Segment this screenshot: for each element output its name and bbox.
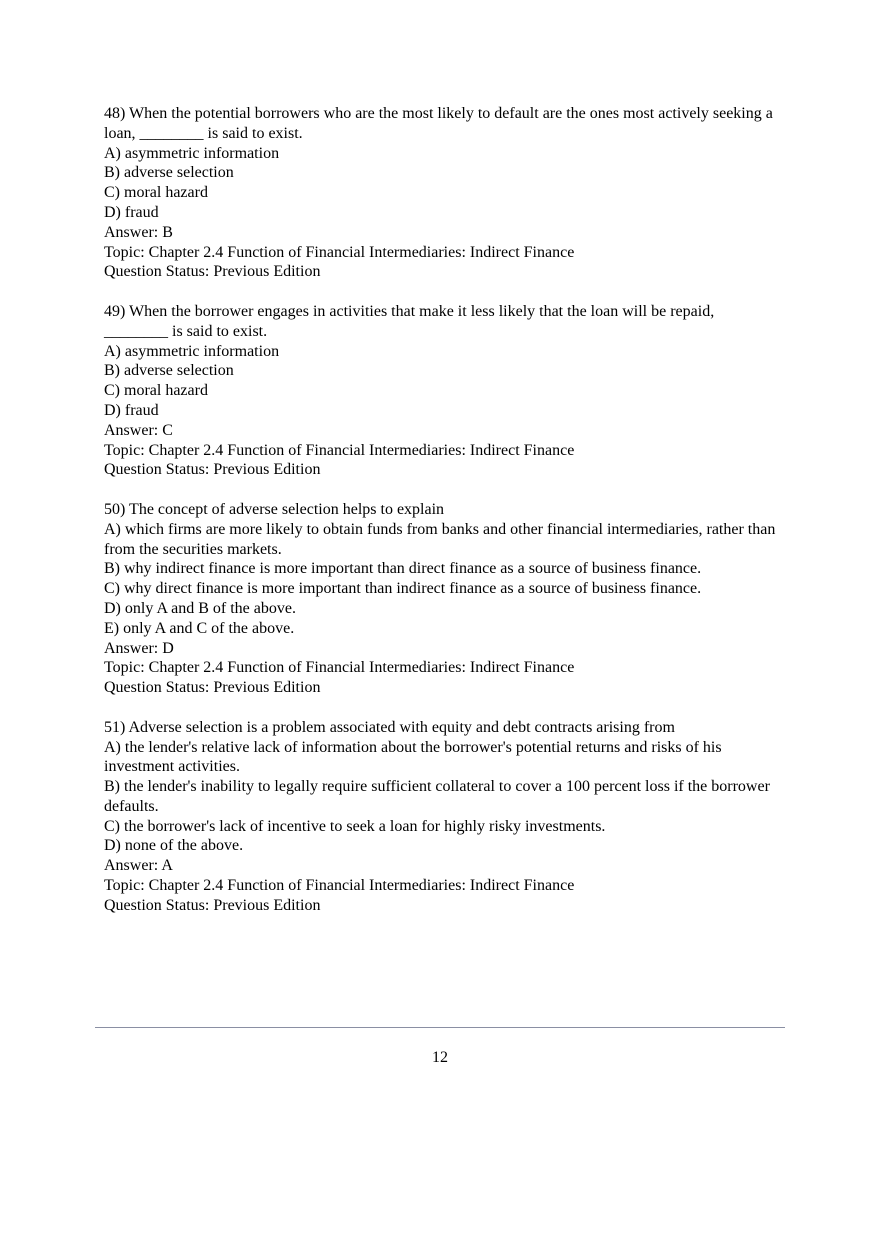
- option-c: C) moral hazard: [104, 382, 208, 400]
- status-line: Question Status: Previous Edition: [104, 461, 321, 479]
- option-c: C) moral hazard: [104, 184, 208, 202]
- page-content: [104, 104, 780, 935]
- option-c: C) the borrower's lack of incentive to seek a loan for highly risky investments.: [104, 817, 606, 835]
- option-a: A) asymmetric information: [104, 144, 280, 162]
- option-b: B) adverse selection: [104, 164, 234, 182]
- answer-line: Answer: C: [104, 421, 173, 439]
- question-stem: 50) The concept of adverse selection helps to explain: [104, 500, 445, 518]
- option-a: A) the lender's relative lack of information about the borrower's potential returns and risks of his investment activities.: [104, 738, 722, 776]
- question-48: [104, 104, 780, 282]
- option-e: E) only A and C of the above.: [104, 619, 295, 637]
- option-b: B) adverse selection: [104, 362, 234, 380]
- option-d: D) only A and B of the above.: [104, 599, 296, 617]
- topic-line: Topic: Chapter 2.4 Function of Financial Intermediaries: Indirect Finance: [104, 877, 575, 895]
- page-number: 12: [432, 1049, 448, 1066]
- topic-line: Topic: Chapter 2.4 Function of Financial Intermediaries: Indirect Finance: [104, 441, 575, 459]
- topic-line: Topic: Chapter 2.4 Function of Financial Intermediaries: Indirect Finance: [104, 659, 575, 677]
- question-51: [104, 718, 780, 916]
- option-b: B) why indirect finance is more important than direct finance as a source of business finance.: [104, 560, 702, 578]
- footer-divider: [95, 1027, 785, 1028]
- question-49: [104, 302, 780, 480]
- answer-line: Answer: D: [104, 639, 174, 657]
- option-d: D) none of the above.: [104, 837, 244, 855]
- option-b: B) the lender's inability to legally require sufficient collateral to cover a 100 percent loss if the borrower defaults.: [104, 778, 770, 815]
- question-stem: 51) Adverse selection is a problem associated with equity and debt contracts arising from: [104, 718, 675, 736]
- option-d: D) fraud: [104, 401, 159, 419]
- option-a: A) which firms are more likely to obtain funds from banks and other financial intermediaries, rather than from the securities markets.: [104, 520, 776, 558]
- option-a: A) asymmetric information: [104, 342, 280, 360]
- option-c: C) why direct finance is more important than indirect finance as a source of business finance.: [104, 580, 702, 598]
- status-line: Question Status: Previous Edition: [104, 896, 321, 914]
- option-d: D) fraud: [104, 203, 159, 221]
- answer-line: Answer: A: [104, 857, 173, 875]
- question-50: [104, 500, 780, 698]
- status-line: Question Status: Previous Edition: [104, 679, 321, 697]
- topic-line: Topic: Chapter 2.4 Function of Financial Intermediaries: Indirect Finance: [104, 243, 575, 261]
- status-line: Question Status: Previous Edition: [104, 263, 321, 281]
- question-stem: 48) When the potential borrowers who are the most likely to default are the ones most actively seeking a loan, ________ is said to exist.: [104, 105, 773, 142]
- question-stem: 49) When the borrower engages in activities that make it less likely that the loan will be repaid, ________ is said to exist.: [104, 302, 715, 340]
- answer-line: Answer: B: [104, 223, 173, 241]
